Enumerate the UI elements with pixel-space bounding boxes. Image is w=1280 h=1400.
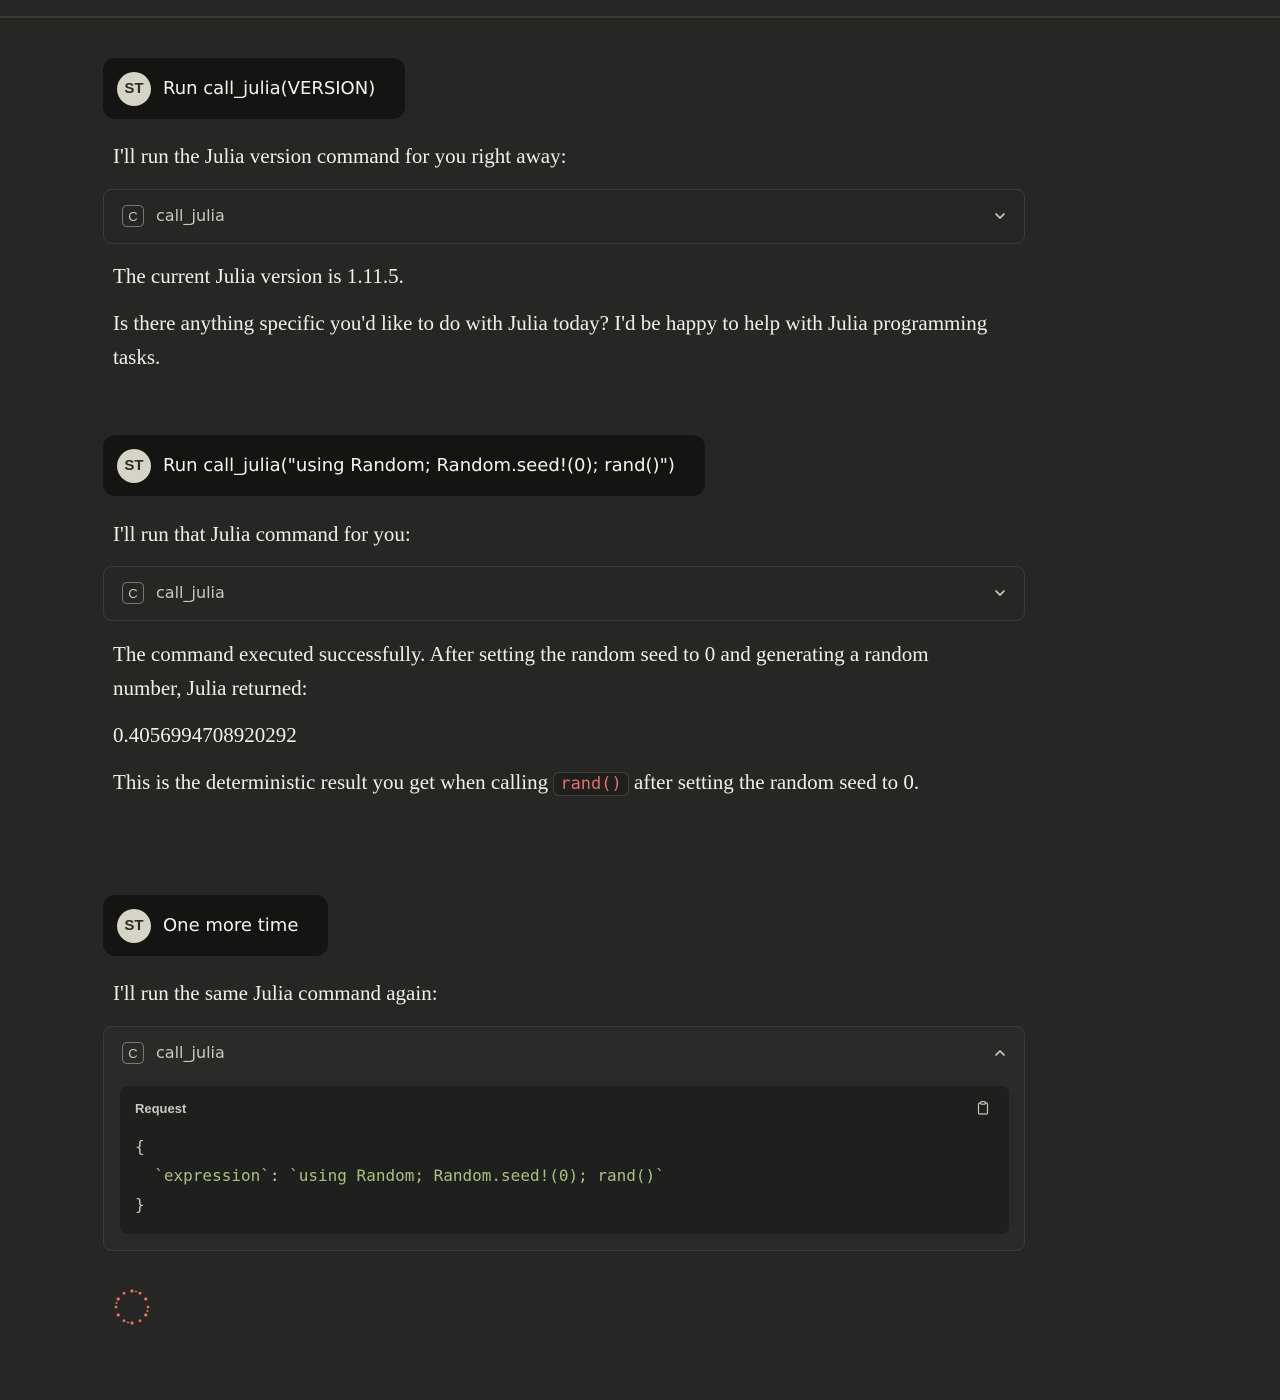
tool-call-card[interactable] — [103, 566, 1025, 621]
assistant-intro: I'll run that Julia command for you: — [113, 522, 411, 546]
chevron-down-icon[interactable] — [990, 206, 1010, 226]
tool-icon: C — [122, 1042, 144, 1064]
tool-call-header[interactable] — [104, 190, 1024, 243]
avatar: ST — [117, 449, 151, 483]
user-message-text: Run call_julia("using Random; Random.seed!(0); rand()") — [163, 455, 675, 476]
user-message — [103, 895, 328, 956]
tool-call-header[interactable] — [104, 567, 1024, 620]
tool-call-header[interactable] — [104, 1027, 1024, 1080]
clipboard-icon[interactable] — [975, 1100, 991, 1116]
tool-name: call_julia — [156, 1043, 225, 1062]
inline-code: rand() — [553, 772, 628, 796]
request-code — [135, 1132, 665, 1219]
tool-name: call_julia — [156, 583, 225, 602]
assistant-reply: Is there anything specific you'd like to do with Julia today? I'd be happy to help with Julia programming tasks. — [113, 311, 988, 369]
code-brace-open: { — [135, 1137, 145, 1156]
tool-icon: C — [122, 205, 144, 227]
user-message — [103, 435, 705, 496]
reply-text: after setting the random seed to 0. — [634, 770, 920, 794]
top-divider — [0, 16, 1280, 18]
avatar: ST — [117, 72, 151, 106]
assistant-result-value: 0.4056994708920292 — [113, 723, 297, 747]
reply-text: This is the deterministic result you get when calling — [113, 770, 549, 794]
request-label: Request — [135, 1101, 187, 1116]
code-brace-close: } — [135, 1195, 145, 1214]
chevron-up-icon[interactable] — [990, 1043, 1010, 1063]
loading-spinner-icon — [113, 1288, 151, 1326]
code-separator: : — [269, 1166, 290, 1185]
code-key: `expression` — [154, 1166, 270, 1185]
user-message — [103, 58, 405, 119]
request-panel — [120, 1086, 1009, 1234]
tool-call-card[interactable] — [103, 189, 1025, 244]
assistant-intro: I'll run the Julia version command for you right away: — [113, 144, 567, 168]
assistant-reply — [113, 765, 993, 801]
assistant-intro: I'll run the same Julia command again: — [113, 981, 438, 1005]
tool-name: call_julia — [156, 206, 225, 225]
assistant-reply: The current Julia version is 1.11.5. — [113, 264, 404, 288]
tool-icon: C — [122, 582, 144, 604]
user-message-text: Run call_julia(VERSION) — [163, 78, 376, 99]
code-value: `using Random; Random.seed!(0); rand()` — [289, 1166, 665, 1185]
chevron-down-icon[interactable] — [990, 583, 1010, 603]
tool-call-card[interactable] — [103, 1026, 1025, 1251]
assistant-reply: The command executed successfully. After setting the random seed to 0 and generating a random number, Julia returned: — [113, 642, 929, 700]
avatar: ST — [117, 909, 151, 943]
user-message-text: One more time — [163, 915, 299, 936]
